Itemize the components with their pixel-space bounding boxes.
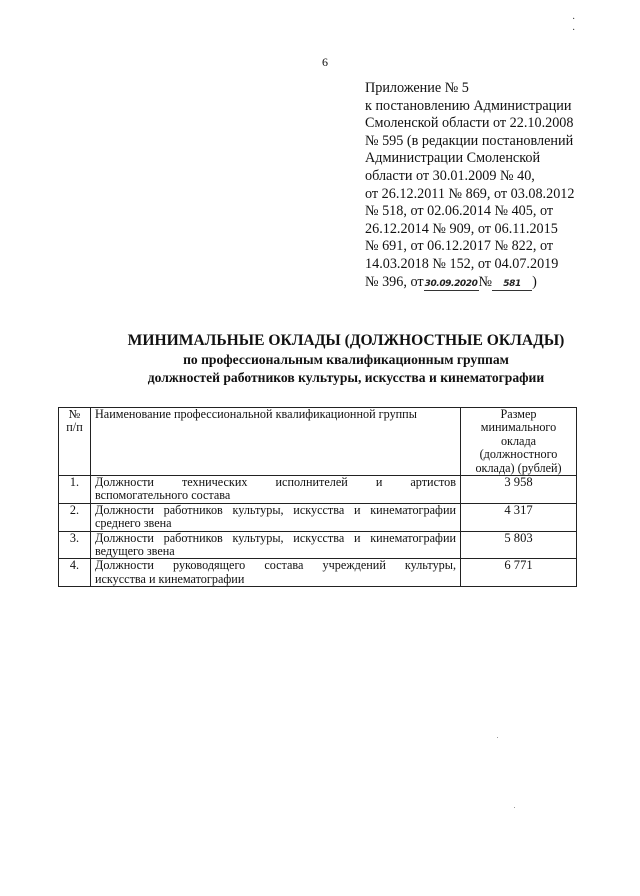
table-row [59, 503, 577, 531]
appendix-line: Смоленской области от 22.10.2008 [365, 115, 574, 132]
title-sub-2: должностей работников культуры, искусства и кинематографии [147, 370, 545, 385]
header-name: Наименование профессиональной квалификационной группы [91, 408, 461, 476]
appendix-line: Администрации Смоленской [365, 150, 541, 167]
title-main: МИНИМАЛЬНЫЕ ОКЛАДЫ (ДОЛЖНОСТНЫЕ ОКЛАДЫ) [127, 332, 565, 349]
salary-table [58, 407, 577, 587]
appendix-last-prefix: № 396, от [365, 273, 424, 290]
title-sub-1: по профессиональным квалификационным группам [183, 352, 509, 367]
document-title [0, 331, 640, 387]
row-name-line: вспомогательного состава [95, 488, 231, 503]
table-row [59, 559, 577, 587]
scan-speck [497, 737, 498, 738]
row-name-line: Должности технических исполнителей и артистов [95, 475, 456, 490]
row-number: 4. [59, 559, 91, 587]
header-number: № п/п [59, 408, 91, 476]
row-name [91, 559, 461, 587]
appendix-line: № 518, от 02.06.2014 № 405, от [365, 203, 554, 220]
row-name [91, 476, 461, 504]
row-size: 4 317 [461, 503, 577, 531]
row-name-line: Должности работников культуры, искусства и кинематографии [95, 502, 456, 517]
row-name-line: Должности руководящего состава учреждений культуры, [95, 558, 456, 573]
page-number: 6 [322, 55, 328, 69]
appendix-line: области от 30.01.2009 № 40, [365, 167, 535, 184]
appendix-line: Приложение № 5 [365, 80, 469, 96]
appendix-line: к постановлению Администрации [365, 97, 572, 114]
table-row [59, 476, 577, 504]
row-size: 3 958 [461, 476, 577, 504]
row-name-line: Должности работников культуры, искусства и кинематографии [95, 530, 456, 545]
appendix-line: № 595 (в редакции постановлений [365, 132, 574, 149]
appendix-header [365, 80, 601, 291]
appendix-last-line [365, 274, 601, 292]
scan-marks: · · [572, 14, 598, 36]
closing-bracket: ) [532, 273, 537, 290]
handwritten-number: 581 [492, 279, 532, 291]
row-number: 2. [59, 503, 91, 531]
row-name-line: среднего звена [95, 516, 172, 531]
appendix-line: № 691, от 06.12.2017 № 822, от [365, 238, 554, 255]
scan-speck [514, 807, 515, 808]
row-number: 1. [59, 476, 91, 504]
row-number: 3. [59, 531, 91, 559]
appendix-line: от 26.12.2011 № 869, от 03.08.2012 [365, 185, 575, 202]
table-header-row [59, 408, 577, 476]
number-sign: № [478, 273, 493, 290]
header-size: Размер минимального оклада (должностного оклада) (рублей) [461, 408, 577, 476]
handwritten-date: 30.09.2020 [424, 278, 478, 289]
row-name [91, 531, 461, 559]
row-size: 6 771 [461, 559, 577, 587]
row-size: 5 803 [461, 531, 577, 559]
appendix-line: 26.12.2014 № 909, от 06.11.2015 [365, 220, 558, 237]
row-name-line: искусства и кинематографии [95, 571, 245, 586]
row-name-line: ведущего звена [95, 544, 175, 559]
row-name [91, 503, 461, 531]
table-row [59, 531, 577, 559]
appendix-line: 14.03.2018 № 152, от 04.07.2019 [365, 255, 559, 272]
